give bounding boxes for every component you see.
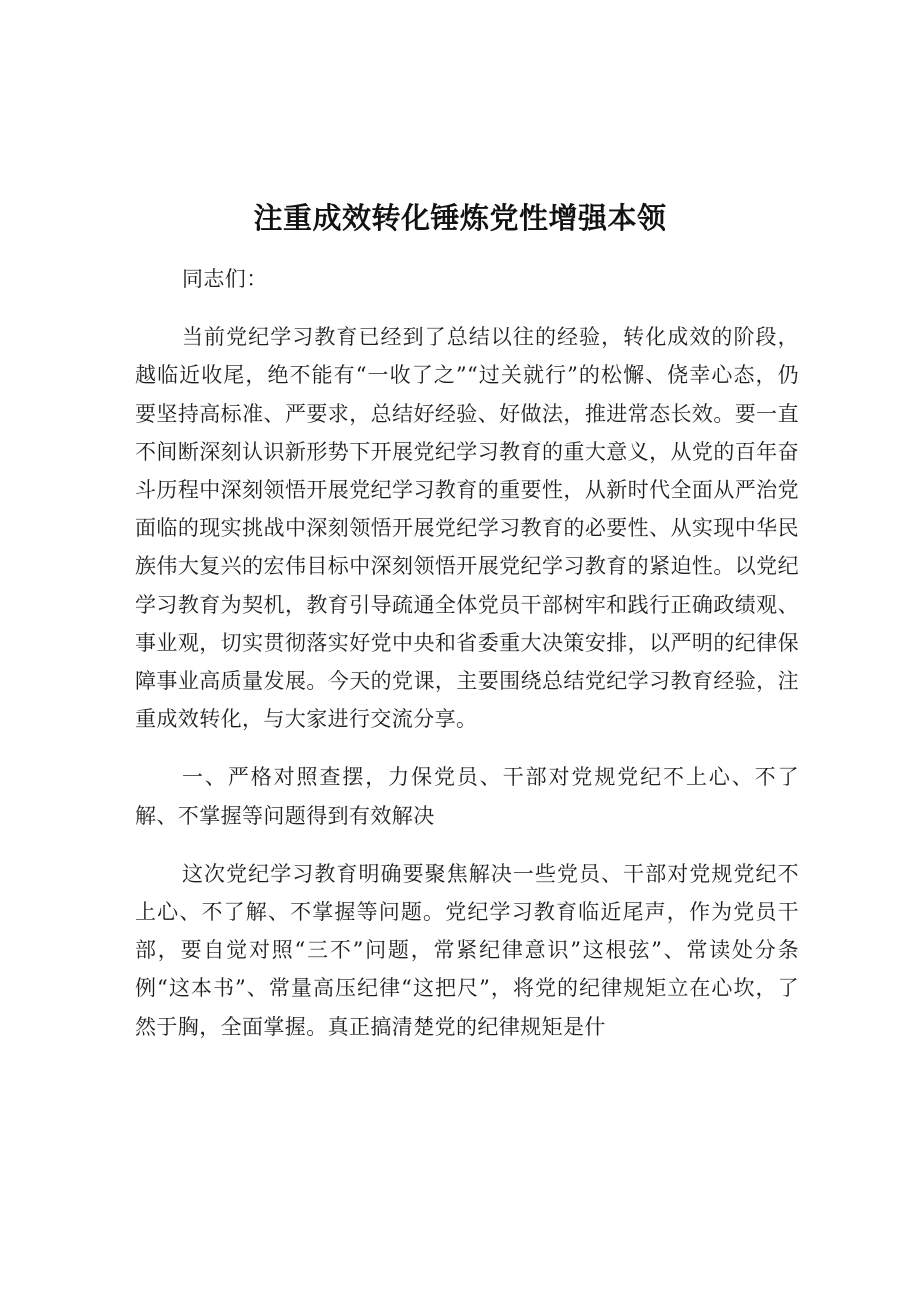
section-heading: 一、严格对照查摆，力保党员、干部对党规党纪不上心、不了解、不掌握等问题得到有效解决 (135, 765, 799, 828)
document-title: 注重成效转化锤炼党性增强本领 (253, 201, 667, 235)
document-body (135, 260, 799, 1066)
body-paragraph: 当前党纪学习教育已经到了总结以往的经验，转化成效的阶段，越临近收尾，绝不能有“一收了之”“过关就行”的松懈、侥幸心态，仍要坚持高标准、严要求，总结好经验、好做法，推进常态长效。要一直不间断深刻认识新形势下开展党纪学习教育的重大意义，从党的百年奋斗历程中深刻领悟开展党纪学习教育的重要性，从新时代全面从严治党面临的现实挑战中深刻领悟开展党纪学习教育的必要性、从实现中华民族伟大复兴的宏伟目标中深刻领悟开展党纪学习教育的紧迫性。以党纪学习教育为契机，教育引导疏通全体党员干部树牢和践行正确政绩观、事业观，切实贯彻落实好党中央和省委重大决策安排，以严明的纪律保障事业高质量发展。今天的党课，主要围绕总结党纪学习教育经验，注重成效转化，与大家进行交流分享。 (135, 325, 799, 732)
salutation: 同志们： (182, 267, 268, 291)
section-paragraph: 这次党纪学习教育明确要聚焦解决一些党员、干部对党规党纪不上心、不了解、不掌握等问题。党纪学习教育临近尾声，作为党员干部，要自觉对照“三不”问题，常紧纪律意识”这根弦”、常读处分条例“这本书”、常量高压纪律“这把尺”，将党的纪律规矩立在心坎，了然于胸，全面掌握。真正搞清楚党的纪律规矩是什 (135, 861, 799, 1039)
